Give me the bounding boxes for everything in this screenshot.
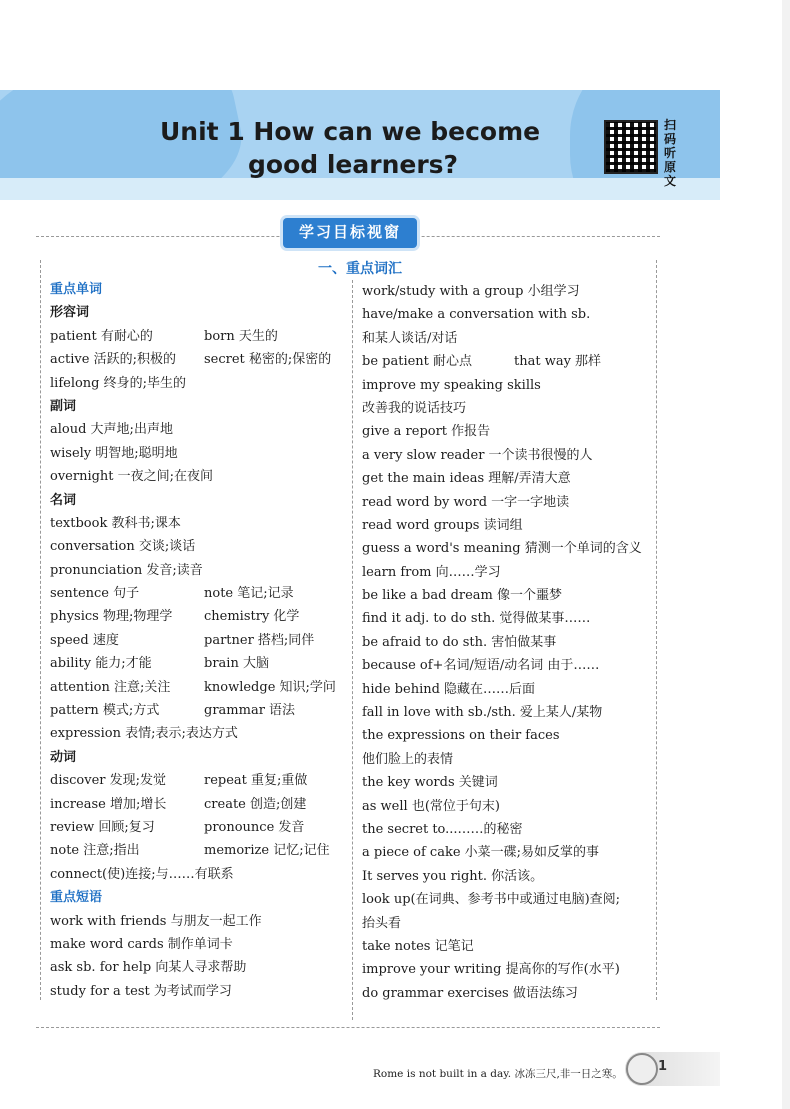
entry-text: work with friends 与朋友一起工作 xyxy=(50,913,262,929)
entry-text: 名词 xyxy=(50,492,77,508)
vocab-entry xyxy=(362,537,662,560)
entry-text-second: born 天生的 xyxy=(204,328,278,344)
entry-text: do grammar exercises 做语法练习 xyxy=(362,985,578,1001)
entry-text-second: brain 大脑 xyxy=(204,656,269,672)
entry-text: active 活跃的;积极的 xyxy=(50,352,176,368)
unit-title-line2: good learners? xyxy=(248,150,459,179)
entry-text: take notes 记笔记 xyxy=(362,938,474,954)
qr-caption: 扫码听原文 xyxy=(664,118,677,188)
entry-text: 重点单词 xyxy=(50,282,103,297)
entry-text: 抬头看 xyxy=(362,915,402,931)
entry-text: 改善我的说话技巧 xyxy=(362,400,467,416)
vocab-entry xyxy=(50,348,348,371)
vocab-entry xyxy=(362,607,662,630)
entry-text: review 回顾;复习 xyxy=(50,819,155,835)
vocab-entry xyxy=(50,793,348,816)
entry-text: fall in love with sb./sth. 爱上某人/某物 xyxy=(362,705,603,721)
section-title: 一、重点词汇 xyxy=(318,261,402,277)
entry-text: overnight 一夜之间;在夜间 xyxy=(50,469,214,485)
left-column xyxy=(50,278,348,1003)
entry-text: study for a test 为考试而学习 xyxy=(50,983,232,999)
entry-text: find it adj. to do sth. 觉得做某事…… xyxy=(362,611,591,627)
vocab-entry xyxy=(362,795,662,818)
entry-text-second: partner 搭档;同伴 xyxy=(204,632,315,648)
entry-text: a piece of cake 小菜一碟;易如反掌的事 xyxy=(362,845,600,861)
entry-text: 动词 xyxy=(50,749,77,765)
vocab-entry xyxy=(50,722,348,745)
entry-text-second: grammar 语法 xyxy=(204,703,296,719)
vocab-entry xyxy=(362,561,662,584)
entry-text: have/make a conversation with sb. xyxy=(362,307,591,323)
frame-border xyxy=(40,260,41,1000)
vocab-entry xyxy=(362,491,662,514)
entry-text: conversation 交谈;谈话 xyxy=(50,539,196,555)
entry-text: the secret to...……的秘密 xyxy=(362,821,523,837)
entry-text: because of+名词/短语/动名词 由于…… xyxy=(362,658,600,674)
entry-text-second: pronounce 发音 xyxy=(204,819,305,835)
entry-text: physics 物理;物理学 xyxy=(50,609,173,625)
entry-text-second: memorize 记忆;记住 xyxy=(204,843,330,859)
entry-text: lifelong 终身的;毕生的 xyxy=(50,375,187,391)
vocab-entry xyxy=(362,280,662,303)
vocab-entry xyxy=(362,748,662,771)
vocab-entry xyxy=(362,444,662,467)
vocab-entry xyxy=(50,910,348,933)
entry-text: connect(使)连接;与……有联系 xyxy=(50,866,234,882)
vocab-entry xyxy=(362,865,662,888)
vocab-entry xyxy=(362,303,662,326)
section-tag: 学习目标视窗 xyxy=(283,218,417,248)
entry-text: sentence 句子 xyxy=(50,586,140,602)
entry-text: increase 增加;增长 xyxy=(50,796,167,812)
vocab-entry xyxy=(50,769,348,792)
vocab-entry xyxy=(362,327,662,350)
category-heading xyxy=(50,489,348,512)
vocab-entry xyxy=(362,397,662,420)
vocab-entry xyxy=(50,372,348,395)
entry-text: be patient 耐心点 xyxy=(362,354,473,370)
entry-text: patient 有耐心的 xyxy=(50,328,153,344)
vocab-entry xyxy=(362,912,662,935)
vocab-entry xyxy=(50,816,348,839)
entry-text: look up(在词典、参考书中或通过电脑)查阅; xyxy=(362,892,621,908)
column-divider xyxy=(352,280,353,1020)
entry-text: the key words 关键词 xyxy=(362,775,498,791)
vocab-entry xyxy=(50,418,348,441)
entry-text: a very slow reader 一个读书很慢的人 xyxy=(362,447,593,463)
vocab-entry xyxy=(50,863,348,886)
category-heading xyxy=(50,746,348,769)
entry-text: textbook 教科书;课本 xyxy=(50,515,181,531)
entry-text: 副词 xyxy=(50,398,77,414)
vocab-entry xyxy=(362,678,662,701)
entry-text: 形容词 xyxy=(50,305,90,321)
vocab-entry xyxy=(50,676,348,699)
entry-text: pronunciation 发音;读音 xyxy=(50,562,203,578)
vocab-entry xyxy=(362,958,662,981)
entry-text: aloud 大声地;出声地 xyxy=(50,422,173,438)
entry-text: learn from 向……学习 xyxy=(362,564,501,580)
vocab-entry xyxy=(362,514,662,537)
vocab-entry xyxy=(50,512,348,535)
qr-code-icon[interactable] xyxy=(604,120,658,174)
entry-text: improve my speaking skills xyxy=(362,377,541,393)
vocab-entry xyxy=(50,933,348,956)
vocab-entry xyxy=(362,420,662,443)
entry-text: read word groups 读词组 xyxy=(362,517,523,533)
entry-text: expression 表情;表示;表达方式 xyxy=(50,726,238,742)
vocab-entry xyxy=(50,535,348,558)
vocab-entry xyxy=(50,325,348,348)
entry-text: 重点短语 xyxy=(50,890,103,906)
entry-text: make word cards 制作单词卡 xyxy=(50,936,233,952)
entry-text: attention 注意;关注 xyxy=(50,679,171,695)
vocab-entry xyxy=(362,935,662,958)
banner-stripe xyxy=(0,178,720,200)
vocab-entry xyxy=(362,724,662,747)
section-heading xyxy=(50,278,348,301)
entry-text: read word by word 一字一字地读 xyxy=(362,494,570,510)
entry-text-second: chemistry 化学 xyxy=(204,609,300,625)
page-edge xyxy=(782,0,790,1109)
vocab-entry xyxy=(362,818,662,841)
vocab-entry xyxy=(50,442,348,465)
vocab-entry xyxy=(50,699,348,722)
entry-text: It serves you right. 你活该。 xyxy=(362,868,544,884)
vocab-entry xyxy=(362,771,662,794)
vocab-entry xyxy=(362,654,662,677)
unit-title-line1: Unit 1 How can we become xyxy=(160,117,541,146)
vocab-entry xyxy=(362,467,662,490)
entry-text: be afraid to do sth. 害怕做某事 xyxy=(362,634,557,650)
entry-text: as well 也(常位于句末) xyxy=(362,798,500,814)
entry-text: 和某人谈话/对话 xyxy=(362,330,458,346)
entry-text-second: repeat 重复;重做 xyxy=(204,773,308,789)
entry-text-second: create 创造;创建 xyxy=(204,796,307,812)
entry-text: give a report 作报告 xyxy=(362,424,491,440)
entry-text: improve your writing 提高你的写作(水平) xyxy=(362,962,620,978)
unit-title xyxy=(160,115,580,181)
entry-text: hide behind 隐藏在……后面 xyxy=(362,681,536,697)
vocab-entry xyxy=(50,582,348,605)
vocab-entry xyxy=(362,631,662,654)
vocab-entry xyxy=(50,629,348,652)
vocab-entry xyxy=(50,465,348,488)
category-heading xyxy=(50,301,348,324)
entry-text-second: that way 那样 xyxy=(514,354,602,370)
vocab-entry xyxy=(50,652,348,675)
vocab-entry xyxy=(362,584,662,607)
entry-text: ability 能力;才能 xyxy=(50,656,152,672)
entry-text: get the main ideas 理解/弄清大意 xyxy=(362,471,571,487)
vocab-entry xyxy=(50,839,348,862)
entry-text: speed 速度 xyxy=(50,632,119,648)
vocab-entry xyxy=(362,888,662,911)
vocab-entry xyxy=(50,559,348,582)
right-column xyxy=(362,280,662,1005)
footer-proverb: Rome is not built in a day. 冰冻三尺,非一日之寒。 xyxy=(373,1068,623,1080)
vocab-entry xyxy=(50,956,348,979)
vocab-entry xyxy=(50,980,348,1003)
vocab-entry xyxy=(362,841,662,864)
entry-text: be like a bad dream 像一个噩梦 xyxy=(362,588,563,604)
entry-text-second: note 笔记;记录 xyxy=(204,586,294,602)
category-heading xyxy=(50,395,348,418)
entry-text-second: knowledge 知识;学问 xyxy=(204,679,336,695)
entry-text: pattern 模式;方式 xyxy=(50,703,160,719)
page-number: 1 xyxy=(658,1059,668,1074)
entry-text: discover 发现;发觉 xyxy=(50,773,167,789)
entry-text: work/study with a group 小组学习 xyxy=(362,284,580,299)
vocab-entry xyxy=(362,374,662,397)
entry-text: ask sb. for help 向某人寻求帮助 xyxy=(50,960,247,976)
vocab-entry xyxy=(362,350,662,373)
page-circle-icon xyxy=(626,1053,658,1085)
entry-text: the expressions on their faces xyxy=(362,728,560,744)
entry-text: 他们脸上的表情 xyxy=(362,751,454,767)
entry-text: guess a word's meaning 猜测一个单词的含义 xyxy=(362,541,642,557)
section-heading xyxy=(50,886,348,909)
vocab-entry xyxy=(362,701,662,724)
vocab-entry xyxy=(50,605,348,628)
entry-text: note 注意;指出 xyxy=(50,843,140,859)
vocab-entry xyxy=(362,982,662,1005)
entry-text: wisely 明智地;聪明地 xyxy=(50,445,178,461)
entry-text-second: secret 秘密的;保密的 xyxy=(204,352,332,368)
